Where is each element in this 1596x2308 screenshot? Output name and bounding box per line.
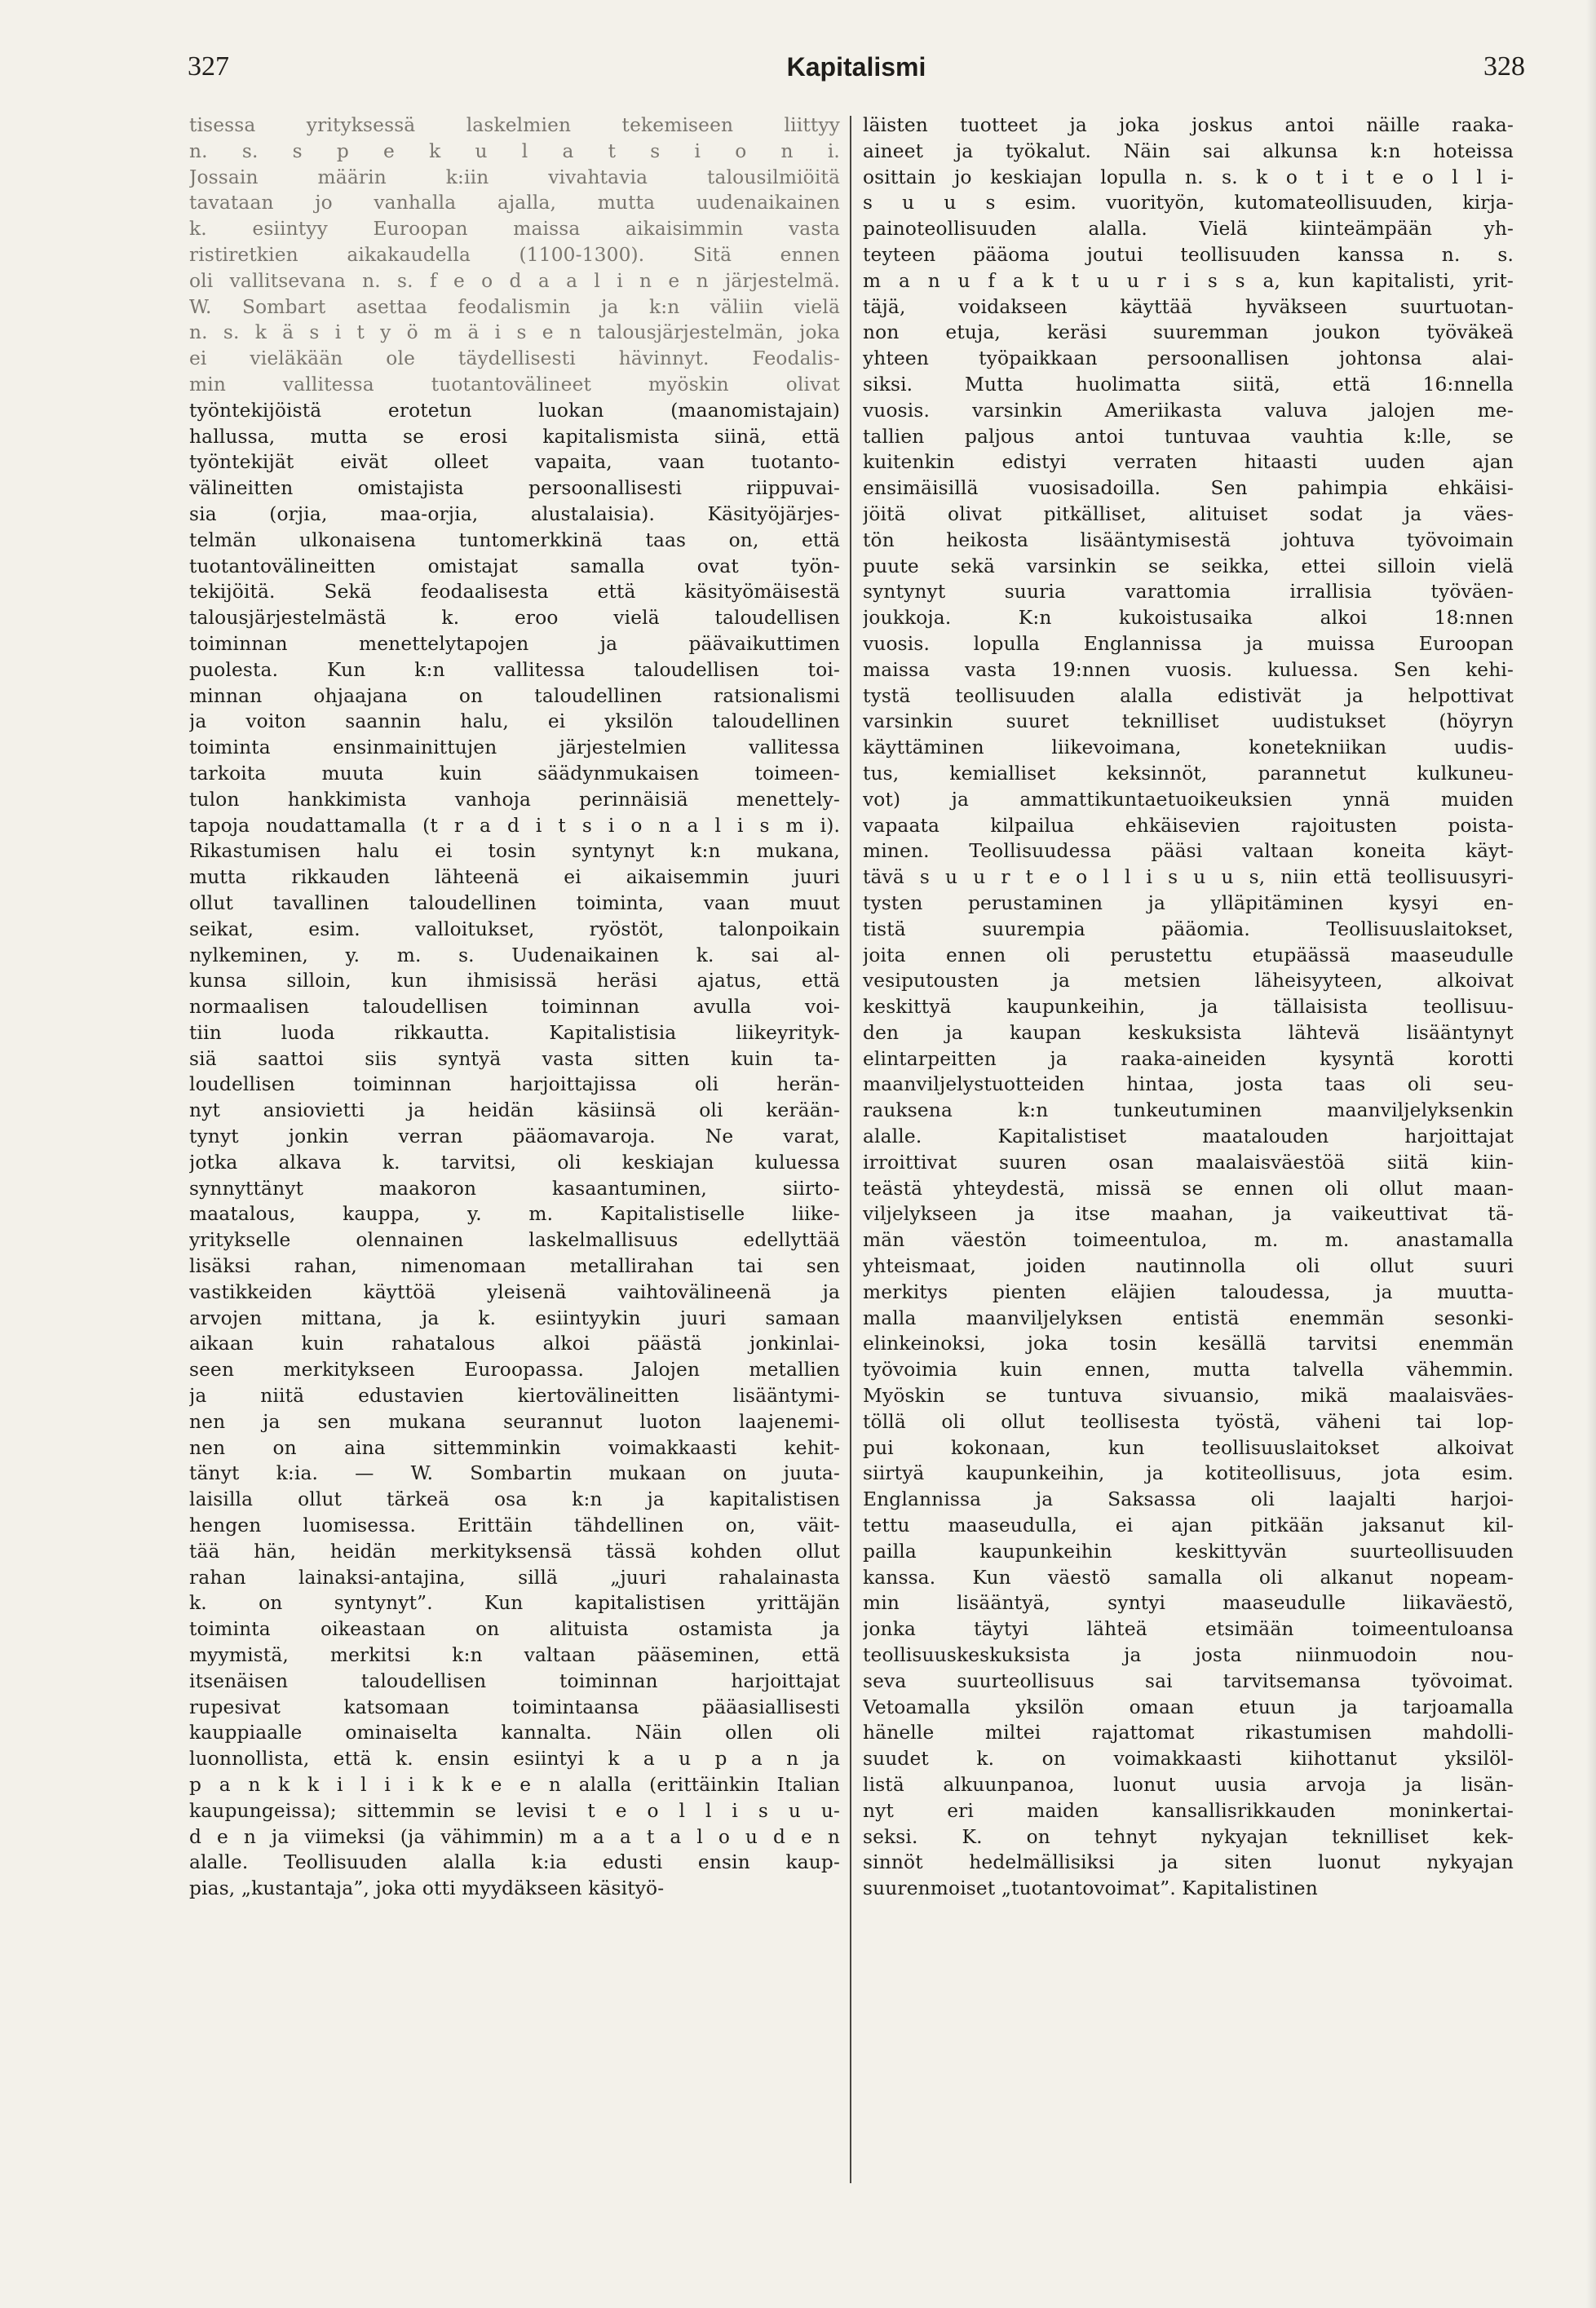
right-column-line: irroittivat suuren osan maalaisväestöä siitä kiin- — [863, 1151, 1514, 1174]
right-column-line: aineet ja työkalut. Näin sai alkunsa k:n hoteissa — [863, 139, 1514, 162]
left-column-line: ristiretkien aikakaudella (1100-1300). Sitä ennen — [189, 243, 840, 266]
right-page-number: 328 — [1483, 51, 1525, 82]
left-column-line: ja niitä edustavien kiertovälineitten lisääntymi- — [189, 1385, 840, 1408]
column-divider — [850, 116, 851, 2183]
right-column-line: yhteismaat, joiden nautinnolla oli ollut suuri — [863, 1255, 1514, 1278]
left-column-line: nen on aina sittemminkin voimakkaasti kehit- — [189, 1436, 840, 1459]
right-column-line: kuitenkin edistyi verraten hitaasti uuden ajan — [863, 451, 1514, 474]
left-column-line: hengen luomisessa. Erittäin tähdellinen on, väit- — [189, 1514, 840, 1537]
left-column-line: Rikastumisen halu ei tosin syntynyt k:n mukana, — [189, 840, 840, 863]
right-column-line: alalle. Kapitalistiset maatalouden harjoittajat — [863, 1125, 1514, 1148]
right-column-line: vuosis. lopulla Englannissa ja muissa Euroopan — [863, 632, 1514, 655]
left-column-line: seen merkitykseen Euroopassa. Jalojen metallien — [189, 1359, 840, 1382]
left-column-line: tisessa yrityksessä laskelmien tekemiseen liittyy — [189, 114, 840, 136]
left-column-line: puolesta. Kun k:n vallitessa taloudellisen toi- — [189, 658, 840, 681]
left-column-line: tuotantovälineitten omistajat samalla ovat työn- — [189, 555, 840, 577]
right-column-line: m a n u f a k t u u r i s s a, kun kapitalisti, yrit- — [863, 269, 1514, 292]
right-column-line: nyt eri maiden kansallisrikkauden moninkertai- — [863, 1799, 1514, 1822]
left-column-line: normaalisen taloudellisen toiminnan avulla voi- — [189, 996, 840, 1019]
left-column-line: luonnollista, että k. ensin esiintyi k a u p a n ja — [189, 1748, 840, 1771]
right-column-line: Myöskin se tuntuva sivuansio, mikä maalaisväes- — [863, 1385, 1514, 1408]
right-column-line: siirtyä kaupunkeihin, ja kotiteollisuus, jota esim. — [863, 1462, 1514, 1485]
right-column-line: viljelykseen ja itse maahan, ja vaikeuttivat tä- — [863, 1203, 1514, 1226]
right-column-line: käyttäminen liikevoimana, konetekniikan uudis- — [863, 736, 1514, 759]
right-column-line: Vetoamalla yksilön omaan etuun ja tarjoamalla — [863, 1696, 1514, 1718]
left-column-line: p a n k k i l i i k k e e n alalla (erittäinkin Italian — [189, 1774, 840, 1796]
left-column-line: hallussa, mutta se erosi kapitalismista siinä, että — [189, 425, 840, 448]
page-edge-shadow — [1586, 0, 1596, 2308]
right-column-line: teyteen pääoma joutui teollisuuden kanssa n. s. — [863, 243, 1514, 266]
left-column-line: min vallitessa tuotantovälineet myöskin olivat — [189, 373, 840, 396]
right-column-line: minen. Teollisuudessa pääsi valtaan koneita käyt- — [863, 840, 1514, 863]
left-column-line: itsenäisen taloudellisen toiminnan harjoittajat — [189, 1669, 840, 1692]
right-column-line: vapaata kilpailua ehkäisevien rajoitusten poista- — [863, 814, 1514, 837]
right-column-line: läisten tuotteet ja joka joskus antoi näille raaka- — [863, 114, 1514, 136]
right-column-line: vot) ja ammattikuntaetuoikeuksien ynnä muiden — [863, 788, 1514, 811]
left-column-line: Jossain määrin k:iin vivahtavia talousilmiöitä — [189, 166, 840, 188]
right-column-line: teästä yhteydestä, missä se ennen oli ollut maan- — [863, 1177, 1514, 1200]
left-column-line: tynyt jonkin verran pääomavaroja. Ne varat, — [189, 1125, 840, 1148]
left-column-line: mutta rikkauden lähteenä ei aikaisemmin juuri — [189, 866, 840, 889]
right-column-line: jöitä olivat pitkälliset, alituiset sodat ja väes- — [863, 502, 1514, 525]
left-column-line: tapoja noudattamalla (t r a d i t s i o n a l i s m i). — [189, 814, 840, 837]
left-column-line: nyt ansiovietti ja heidän käsiinsä oli kerään- — [189, 1099, 840, 1122]
left-column-line: minnan ohjaajana on taloudellinen ratsionalismi — [189, 684, 840, 707]
left-column-line: sia (orjia, maa-orjia, alustalaisia). Käsityöjärjes- — [189, 502, 840, 525]
left-column-line: myymistä, merkitsi k:n valtaan pääseminen, että — [189, 1644, 840, 1667]
left-column-line: työntekijöistä erotetun luokan (maanomistajain) — [189, 399, 840, 422]
right-column-line: Englannissa ja Saksassa oli laajalti harjoi- — [863, 1488, 1514, 1511]
right-column-line: tystä teollisuuden alalla edistivät ja helpottivat — [863, 684, 1514, 707]
left-column-line: rahan lainaksi-antajina, sillä „juuri rahalainasta — [189, 1566, 840, 1589]
right-column — [863, 113, 1514, 2217]
left-column-line: rupesivat katsomaan toimintaansa pääasiallisesti — [189, 1696, 840, 1718]
left-column-line: tiin luoda rikkautta. Kapitalistisia liikeyrityk- — [189, 1021, 840, 1044]
right-column-line: painoteollisuuden alalla. Vielä kiinteämpään yh- — [863, 218, 1514, 241]
right-column-line: tävä s u u r t e o l l i s u u s, niin että teollisuusyri- — [863, 866, 1514, 889]
left-column-line: kauppiaalle ominaiselta kannalta. Näin ollen oli — [189, 1722, 840, 1744]
left-column-line: d e n ja viimeksi (ja vähimmin) m a a t a l o u d e n — [189, 1825, 840, 1848]
left-column-line: työntekijät eivät olleet vapaita, vaan tuotanto- — [189, 451, 840, 474]
right-column-line: listä alkuunpanoa, luonut uusia arvoja ja lisän- — [863, 1774, 1514, 1796]
right-column-line: keskittyä kaupunkeihin, ja tällaisista teollisuu- — [863, 996, 1514, 1019]
left-column-line: toiminta oikeastaan on alituista ostamista ja — [189, 1618, 840, 1641]
left-column-line: nen ja sen mukana seurannut luoton laajenemi- — [189, 1410, 840, 1433]
right-column-line: täjä, voidakseen käyttää hyväkseen suurtuotan- — [863, 295, 1514, 318]
right-column-line: maanviljelystuotteiden hintaa, josta taas oli seu- — [863, 1073, 1514, 1096]
right-column-line: malla maanviljelyksen entistä enemmän sesonki- — [863, 1307, 1514, 1329]
right-column-line: elintarpeitten ja raaka-aineiden kysyntä korotti — [863, 1047, 1514, 1070]
page-header — [188, 51, 1525, 99]
right-column-line: män väestön toimeentuloa, m. m. anastamalla — [863, 1229, 1514, 1252]
left-column-line: vastikkeiden käyttöä yleisenä vaihtovälineenä ja — [189, 1280, 840, 1303]
left-column-line: alalle. Teollisuuden alalla k:ia edusti ensin kaup- — [189, 1851, 840, 1874]
left-column-line: ollut tavallinen taloudellinen toiminta, vaan muut — [189, 891, 840, 914]
left-column-line: seikat, esim. valloitukset, ryöstöt, talonpoikain — [189, 917, 840, 940]
right-column-line: min lisääntyä, syntyi maaseudulle liikaväestö, — [863, 1592, 1514, 1615]
left-column-line: arvojen mittana, ja k. esiintyykin juuri samaan — [189, 1307, 840, 1329]
right-column-line: joita ennen oli perustettu etupäässä maaseudulle — [863, 944, 1514, 966]
left-column-line: tulon hankkimista vanhoja perinnäisiä menettely- — [189, 788, 840, 811]
left-page-number: 327 — [188, 51, 229, 82]
right-column-line: merkitys pienten eläjien taloudessa, ja muutta- — [863, 1280, 1514, 1303]
right-column-line: suudet k. on voimakkaasti kiihottanut yksilöl- — [863, 1748, 1514, 1771]
left-column-line: oli vallitsevana n. s. f e o d a a l i n e n järjestelmä. — [189, 269, 840, 292]
left-column-line: k. esiintyy Euroopan maissa aikaisimmin vasta — [189, 218, 840, 241]
left-column-line: kaupungeissa); sittemmin se levisi t e o l l i s u u- — [189, 1799, 840, 1822]
left-column-line: maatalous, kauppa, y. m. Kapitalistiselle liike- — [189, 1203, 840, 1226]
right-column-line: kanssa. Kun väestö samalla oli alkanut nopeam- — [863, 1566, 1514, 1589]
left-column-line: telmän ulkonaisena tuntomerkkinä taas on, että — [189, 528, 840, 551]
right-column-line: seva suurteollisuus sai tarvitsemansa työvoimat. — [863, 1669, 1514, 1692]
left-column-line: lisäksi rahan, nimenomaan metallirahan tai sen — [189, 1255, 840, 1278]
left-column-line: synnyttänyt maakoron kasaantuminen, siirto- — [189, 1177, 840, 1200]
right-column-line: elinkeinoksi, joka tosin kesällä tarvitsi enemmän — [863, 1333, 1514, 1355]
left-column-line: toiminta ensinmainittujen järjestelmien vallitessa — [189, 736, 840, 759]
left-column-line: ei vieläkään ole täydellisesti hävinnyt. Feodalis- — [189, 347, 840, 370]
right-column-line: tön heikosta lisääntymisestä johtuva työvoimain — [863, 528, 1514, 551]
text-columns — [189, 113, 1522, 2217]
left-column-line: tekijöitä. Sekä feodaalisesta että käsityömäisestä — [189, 581, 840, 604]
right-column-line: jonka täytyi lähteä etsimään toimeentuloansa — [863, 1618, 1514, 1641]
right-column-line: tus, kemialliset keksinnöt, parannetut kulkuneu- — [863, 762, 1514, 785]
left-column-line: nylkeminen, y. m. s. Uudenaikainen k. sai al- — [189, 944, 840, 966]
right-column-line: sinnöt hedelmällisiksi ja siten luonut nykyajan — [863, 1851, 1514, 1874]
left-column-line: tavataan jo vanhalla ajalla, mutta uudenaikainen — [189, 192, 840, 214]
left-column-line: tänyt k:ia. — W. Sombartin mukaan on juuta- — [189, 1462, 840, 1485]
left-column-line: talousjärjestelmästä k. eroo vielä taloudellisen — [189, 607, 840, 630]
right-column-line: vesiputousten ja metsien läheisyyteen, alkoivat — [863, 970, 1514, 993]
right-column-line: seksi. K. on tehnyt nykyajan teknilliset kek- — [863, 1825, 1514, 1848]
right-column-line: pui kokonaan, kun teollisuuslaitokset alkoivat — [863, 1436, 1514, 1459]
right-column-line: siksi. Mutta huolimatta siitä, että 16:nnella — [863, 373, 1514, 396]
left-column-line: välineitten omistajista persoonallisesti riippuvai- — [189, 477, 840, 500]
right-column-line: den ja kaupan keskuksista lähtevä lisääntynyt — [863, 1021, 1514, 1044]
right-column-line: suurenmoiset „tuotantovoimat”. Kapitalistinen — [863, 1877, 1318, 1900]
right-column-line: teollisuuskeskuksista ja josta niinmuodoin nou- — [863, 1644, 1514, 1667]
right-column-line: hänelle miltei rajattomat rikastumisen mahdolli- — [863, 1722, 1514, 1744]
left-column-line: k. on syntynyt”. Kun kapitalistisen yrittäjän — [189, 1592, 840, 1615]
right-column-line: joukkoja. K:n kukoistusaika alkoi 18:nnen — [863, 607, 1514, 630]
left-column-line: kunsa silloin, kun ihmisissä heräsi ajatus, että — [189, 970, 840, 993]
left-column-line: jotka alkava k. tarvitsi, oli keskiajan kuluessa — [189, 1151, 840, 1174]
right-column-line: pailla kaupunkeihin keskittyvän suurteollisuuden — [863, 1540, 1514, 1563]
left-column-line: n. s. s p e k u l a t s i o n i. — [189, 139, 840, 162]
right-column-line: non etuja, keräsi suuremman joukon työväkeä — [863, 321, 1514, 344]
right-column-line: osittain jo keskiajan lopulla n. s. k o t i t e o l l i- — [863, 166, 1514, 188]
right-column-line: syntynyt suuria varattomia irrallisia työväen- — [863, 581, 1514, 604]
left-column-line: siä saattoi siis syntyä vasta sitten kuin ta- — [189, 1047, 840, 1070]
left-column-line: tää hän, heidän merkityksensä tässä kohden ollut — [189, 1540, 840, 1563]
left-column — [189, 113, 840, 2217]
right-column-line: yhteen työpaikkaan persoonallisen johtonsa alai- — [863, 347, 1514, 370]
left-column-line: pias, „kustantaja”, joka otti myydäkseen käsityö- — [189, 1877, 665, 1900]
right-column-line: vuosis. varsinkin Ameriikasta valuva jalojen me- — [863, 399, 1514, 422]
left-column-line: n. s. k ä s i t y ö m ä i s e n talousjärjestelmän, joka — [189, 321, 840, 344]
right-column-line: rauksena k:n tunkeutuminen maanviljelyksenkin — [863, 1099, 1514, 1122]
left-column-line: ja voiton saannin halu, ei yksilön taloudellinen — [189, 710, 840, 733]
left-column-line: tarkoita muuta kuin säädynmukaisen toimeen- — [189, 762, 840, 785]
right-column-line: puute sekä varsinkin se seikka, ettei silloin vielä — [863, 555, 1514, 577]
left-column-line: W. Sombart asettaa feodalismin ja k:n väliin vielä — [189, 295, 840, 318]
running-title: Kapitalismi — [786, 52, 926, 82]
right-column-line: työvoimia kuin ennen, mutta talvella vähemmin. — [863, 1359, 1514, 1382]
right-column-line: tysten perustaminen ja ylläpitäminen kysyi en- — [863, 891, 1514, 914]
right-column-line: ensimäisillä vuosisadoilla. Sen pahimpia ehkäisi- — [863, 477, 1514, 500]
right-column-line: tistä suurempia pääomia. Teollisuuslaitokset, — [863, 917, 1514, 940]
right-column-line: tettu maaseudulla, ei ajan pitkään jaksanut kil- — [863, 1514, 1514, 1537]
right-column-line: maissa vasta 19:nnen vuosis. kuluessa. Sen kehi- — [863, 658, 1514, 681]
left-column-line: laisilla ollut tärkeä osa k:n ja kapitalistisen — [189, 1488, 840, 1511]
right-column-line: s u u s esim. vuorityön, kutomateollisuuden, kirja- — [863, 192, 1514, 214]
left-column-line: aikaan kuin rahatalous alkoi päästä jonkinlai- — [189, 1333, 840, 1355]
left-column-line: toiminnan menettelytapojen ja päävaikuttimen — [189, 632, 840, 655]
left-column-line: yritykselle olennainen laskelmallisuus edellyttää — [189, 1229, 840, 1252]
right-column-line: töllä oli ollut teollisesta työstä, väheni tai lop- — [863, 1410, 1514, 1433]
right-column-line: varsinkin suuret teknilliset uudistukset (höyryn — [863, 710, 1514, 733]
left-column-line: loudellisen toiminnan harjoittajissa oli herän- — [189, 1073, 840, 1096]
right-column-line: tallien paljous antoi tuntuvaa vauhtia k:lle, se — [863, 425, 1514, 448]
